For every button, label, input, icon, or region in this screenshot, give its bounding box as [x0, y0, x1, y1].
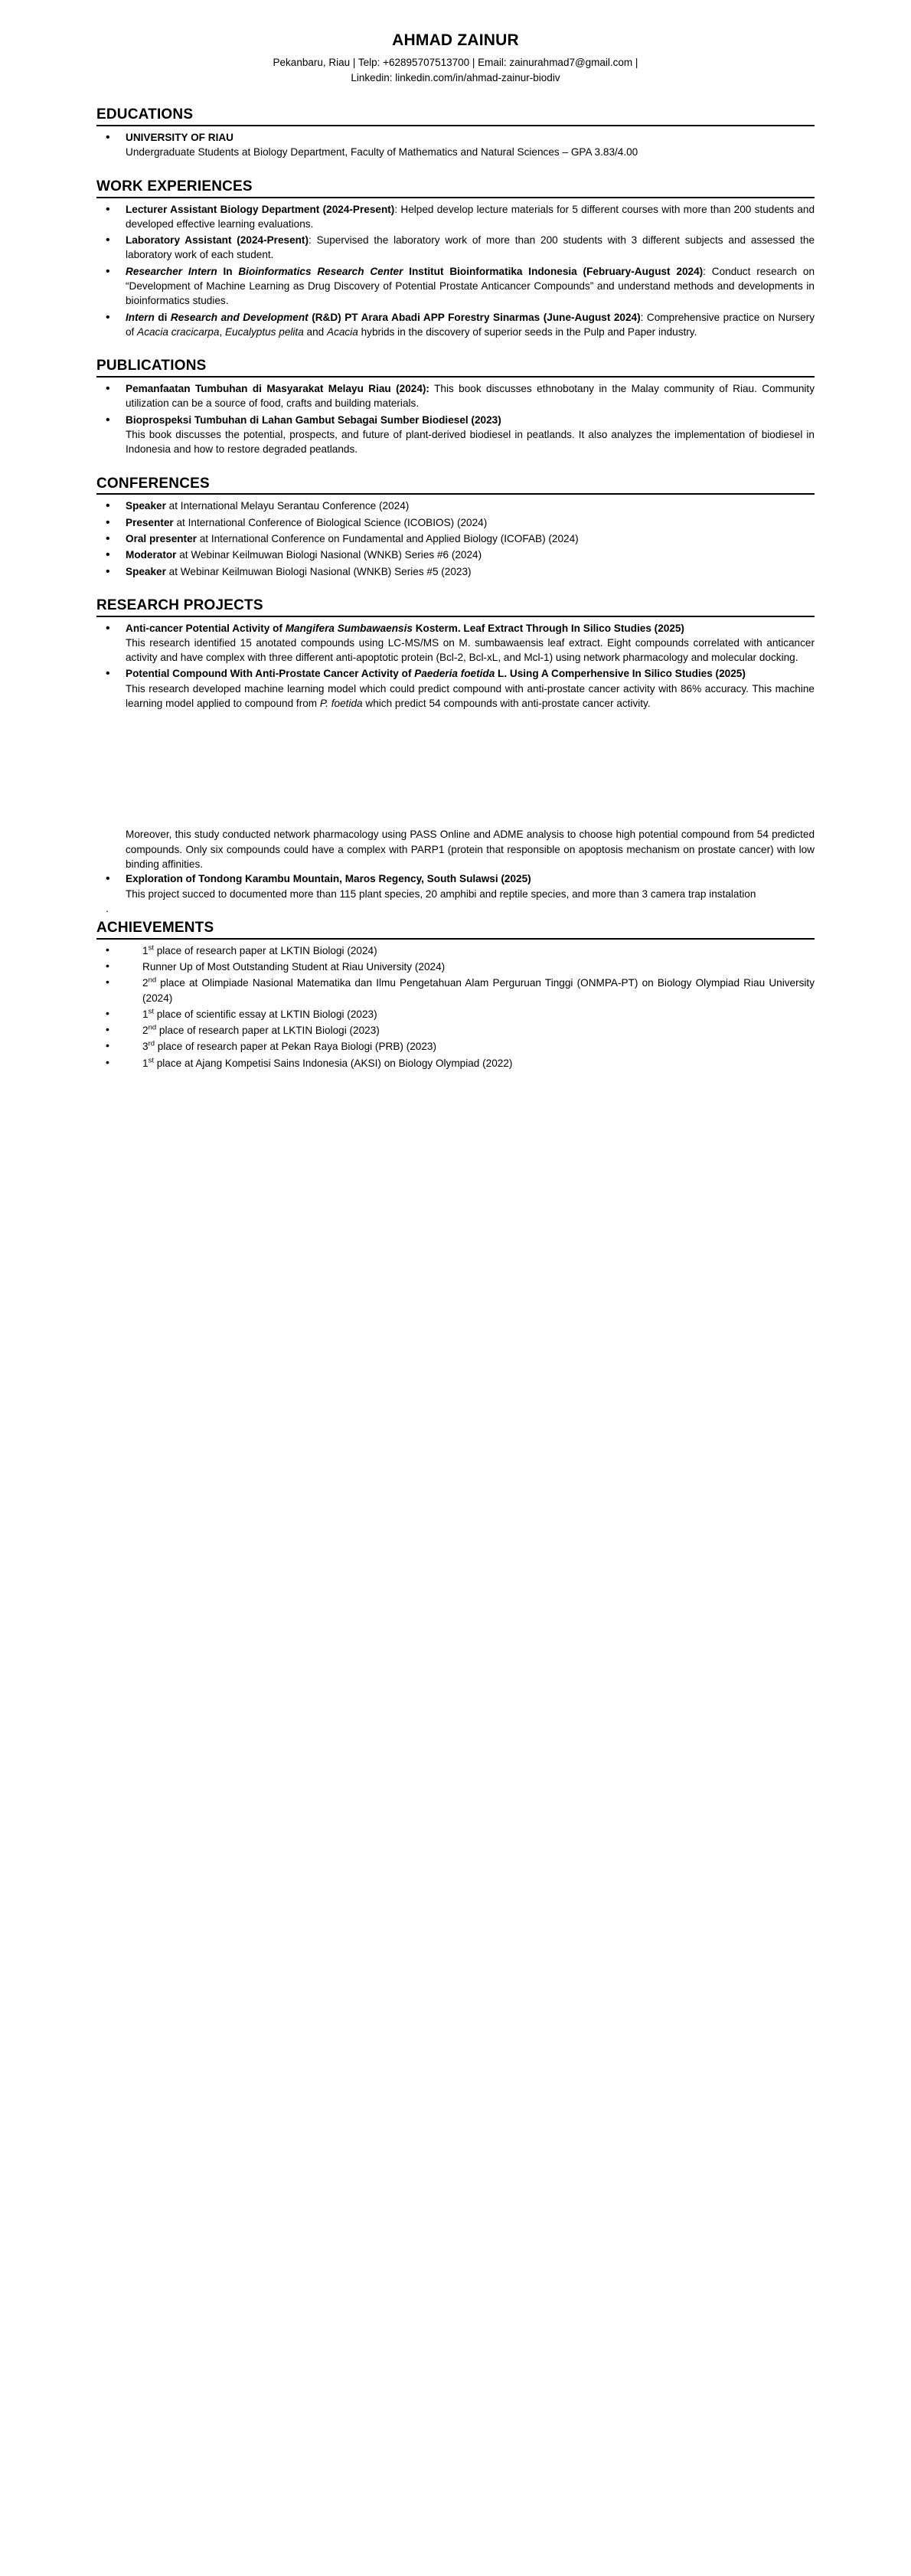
achievement-text: place of research paper at LKTIN Biologi (2024): [153, 944, 377, 956]
achievement-ordinal: 1: [142, 944, 149, 956]
achievement-text: place of research paper at LKTIN Biologi (2023): [156, 1025, 380, 1037]
work-experiences-list: [96, 202, 815, 340]
work-description: : Supervised the laboratory work of more than 200 students with 3 different subjects and assessed the laboratory work of each student.: [126, 234, 815, 261]
section-divider: [96, 125, 815, 126]
education-detail: Undergraduate Students at Biology Department, Faculty of Mathematics and Natural Sciences – GPA 3.83/4.00: [126, 146, 638, 159]
publication-description: This book discusses the potential, prospects, and future of plant-derived biodiesel in peatlands. It also analyzes the implementation of biodiesel in Indonesia and how to restore degraded peatlands.: [126, 428, 815, 456]
work-org-italic: Bioinformatics Research Center: [238, 265, 403, 277]
publication-title: Pemanfaatan Tumbuhan di Masyarakat Melayu Riau (2024):: [126, 383, 429, 395]
achievement-ordinal-suffix: st: [148, 943, 154, 953]
conference-role: Speaker: [126, 500, 166, 512]
work-role: Intern: [126, 311, 155, 323]
section-heading-publications: PUBLICATIONS: [96, 358, 207, 374]
species-name: Acacia: [327, 325, 358, 338]
work-description-cont: ,: [219, 325, 225, 338]
species-name: Acacia cracicarpa: [137, 325, 220, 338]
work-role: Researcher Intern: [126, 265, 217, 277]
section-divider: [96, 376, 815, 378]
contact-line-1: Pekanbaru, Riau | Telp: +62895707513700 | Email: zainurahmad7@gmail.com |: [273, 57, 638, 69]
species-name: Paederia foetida: [414, 668, 495, 680]
list-item: [96, 564, 815, 579]
list-item: [96, 1007, 815, 1022]
section-achievements: [96, 920, 815, 1071]
list-item: [96, 976, 815, 1005]
research-projects-list-continued: [96, 871, 815, 901]
list-item: [96, 666, 815, 711]
work-org: Institut Bioinformatika Indonesia (February-August 2024): [403, 265, 704, 277]
conference-role: Presenter: [126, 516, 174, 528]
achievement-ordinal-suffix: rd: [148, 1039, 155, 1048]
list-item: [96, 943, 815, 958]
section-conferences: [96, 476, 815, 579]
list-item: [96, 515, 815, 530]
list-item: [96, 548, 815, 562]
work-description: : Conduct research on “Development of Machine Learning as Drug Discovery of Potential Prostate Anticancer Compounds” and understand methods and developments in bioinformatics studies.: [126, 265, 815, 307]
project-description: This research identified 15 anotated compounds using LC-MS/MS on M. sumbawaensis leaf extract. Eight compounds correlated with anticancer activity and have complex with three different anti-apoptotic protein (Bcl-2, Bcl-xL, and Mcl-1) using network pharmacology and molecular docking.: [126, 636, 815, 664]
conference-name: at International Conference on Fundamental and Applied Biology (ICOFAB) (2024): [196, 532, 579, 544]
achievement-ordinal: 2: [142, 1025, 149, 1037]
stray-period: .: [106, 902, 109, 914]
section-divider: [96, 493, 815, 495]
conference-role: Oral presenter: [126, 532, 197, 544]
list-item: [96, 202, 815, 232]
work-org-italic: Research and Development: [170, 311, 309, 323]
conferences-list: [96, 499, 815, 578]
section-divider: [96, 938, 815, 940]
achievement-ordinal: 3: [142, 1041, 149, 1053]
project-title: Potential Compound With Anti-Prostate Cancer Activity of: [126, 668, 415, 680]
work-description: : Comprehensive practice on Nursery of: [126, 311, 815, 338]
achievement-ordinal-suffix: nd: [148, 1023, 157, 1032]
section-publications: [96, 358, 815, 456]
list-item: [96, 413, 815, 457]
achievement-text: place at Olimpiade Nasional Matematika dan Ilmu Pengetahuan Alam Perguruan Tinggi (ONMPA-PT) on Biology Olympiad Riau University (2024): [142, 977, 815, 1004]
achievement-text: place of research paper at Pekan Raya Biologi (PRB) (2023): [155, 1041, 436, 1053]
list-item: [96, 130, 815, 160]
achievement-ordinal: 1: [142, 1008, 149, 1020]
list-item: [96, 1023, 815, 1038]
list-item: [96, 381, 815, 411]
contact-line-2: Linkedin: linkedin.com/in/ahmad-zainur-biodiv: [351, 71, 560, 83]
project-title: Exploration of Tondong Karambu Mountain, Maros Regency, South Sulawsi (2025): [126, 873, 531, 885]
list-item: [96, 871, 815, 901]
conference-name: at International Conference of Biological Science (ICOBIOS) (2024): [173, 516, 488, 528]
list-item: [96, 264, 815, 309]
publication-description: This book discusses ethnobotany in the Malay community of Riau. Community utilization can be a source of food, crafts and building materials.: [126, 383, 815, 410]
work-description-cont: hybrids in the discovery of superior seeds in the Pulp and Paper industry.: [358, 325, 697, 338]
project-description-part: which predict 54 compounds with anti-prostate cancer activity.: [362, 698, 651, 710]
work-description: : Helped develop lecture materials for 5 different courses with more than 200 students and developed effective learning evaluations.: [126, 203, 815, 230]
achievement-ordinal: 1: [142, 1057, 149, 1069]
educations-list: [96, 130, 815, 160]
achievement-text: place at Ajang Kompetisi Sains Indonesia (AKSI) on Biology Olympiad (2022): [153, 1057, 513, 1069]
section-heading-research-projects: RESEARCH PROJECTS: [96, 597, 263, 613]
work-org: (R&D) PT Arara Abadi APP Forestry Sinarmas (June-August 2024): [308, 311, 641, 323]
project-description-continued: Moreover, this study conducted network pharmacology using PASS Online and ADME analysis to choose high potential compound from 54 predicted compounds. Only six compounds could have a complex with PARP1 (protein that responsible on apoptosis mechanism on prostate cancer) with low binding affinities.: [126, 829, 815, 870]
conference-name: at International Melayu Serantau Conference (2024): [165, 500, 410, 512]
list-item: [96, 531, 815, 546]
project-description-part: This research developed machine learning model which could predict compound with anti-prostate cancer activity with 86% accuracy. This machine learning model applied to compound from: [126, 682, 815, 710]
section-work-experiences: [96, 178, 815, 339]
publication-title: Bioprospeksi Tumbuhan di Lahan Gambut Sebagai Sumber Biodiesel (2023): [126, 414, 501, 426]
list-item: [96, 1056, 815, 1071]
list-item: [96, 310, 815, 340]
page-title: AHMAD ZAINUR: [392, 31, 519, 49]
research-projects-list: [96, 621, 815, 711]
section-heading-educations: EDUCATIONS: [96, 106, 194, 123]
achievement-ordinal-suffix: nd: [148, 976, 157, 985]
list-item: [96, 1039, 815, 1054]
species-name: Eucalyptus pelita: [224, 325, 304, 338]
achievement-ordinal: 2: [142, 977, 149, 989]
project-title: Anti-cancer Potential Activity of: [126, 622, 286, 634]
work-title: Lecturer Assistant Biology Department (2024-Present): [126, 203, 395, 215]
work-connector: di: [154, 311, 171, 323]
list-item: [96, 499, 815, 513]
publications-list: [96, 381, 815, 456]
resume-header: [96, 31, 815, 85]
list-item: [96, 621, 815, 665]
project-title-cont: L. Using A Comperhensive In Silico Studies (2025): [495, 668, 746, 680]
conference-name: at Webinar Keilmuwan Biologi Nasional (WNKB) Series #6 (2024): [176, 549, 482, 561]
section-divider: [96, 197, 815, 198]
list-item: [96, 233, 815, 263]
project-title-cont: Kosterm. Leaf Extract Through In Silico Studies (2025): [412, 622, 684, 634]
project-description: This project succed to documented more than 115 plant species, 20 amphibi and reptile species, and more than 3 camera trap instalation: [126, 888, 756, 900]
list-item: [96, 959, 815, 974]
section-educations: [96, 106, 815, 159]
conference-role: Speaker: [126, 565, 166, 577]
work-description-cont: and: [303, 325, 327, 338]
section-heading-work-experiences: WORK EXPERIENCES: [96, 178, 253, 195]
conference-role: Moderator: [126, 549, 177, 561]
achievement-text: Runner Up of Most Outstanding Student at Riau University (2024): [142, 960, 446, 973]
page-break-gap: [96, 712, 815, 827]
species-name: Mangifera Sumbawaensis: [285, 622, 413, 634]
work-title: Laboratory Assistant (2024-Present): [126, 234, 309, 247]
section-heading-achievements: ACHIEVEMENTS: [96, 919, 214, 936]
section-divider: [96, 616, 815, 617]
education-institution: UNIVERSITY OF RIAU: [126, 132, 233, 144]
work-connector: In: [217, 265, 239, 277]
achievement-ordinal-suffix: st: [148, 1056, 154, 1065]
species-name: P. foetida: [319, 698, 363, 710]
project-description: [126, 682, 815, 711]
achievements-list: [96, 943, 815, 1071]
achievement-text: place of scientific essay at LKTIN Biologi (2023): [153, 1008, 377, 1020]
section-research-projects: [96, 597, 815, 915]
achievement-ordinal-suffix: st: [148, 1007, 154, 1016]
conference-name: at Webinar Keilmuwan Biologi Nasional (WNKB) Series #5 (2023): [165, 565, 472, 577]
section-heading-conferences: CONFERENCES: [96, 475, 210, 492]
